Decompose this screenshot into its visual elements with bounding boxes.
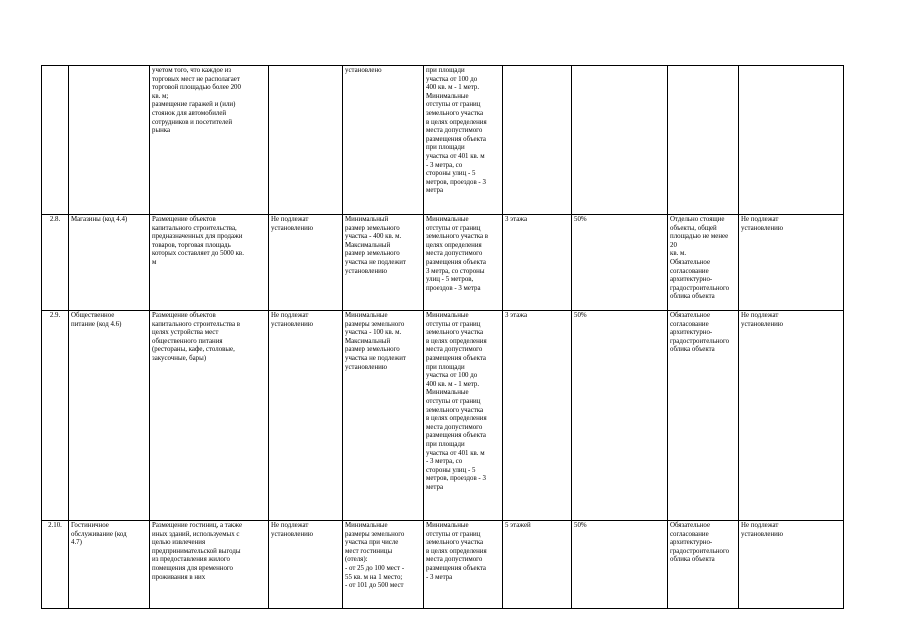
row-number-cell <box>42 66 69 215</box>
use-description-cell: Размещение гостиниц, а также иных зданий, используемых с целью извлечения предпринимательской выгоды из предоставления жилого помещения для временного проживания в них <box>150 521 269 609</box>
coverage-cell: 50% <box>572 215 668 311</box>
use-type-cell: Гостиничное обслуживание (код 4.7) <box>69 521 150 609</box>
restrictions-cell: Не подлежат установлению <box>739 521 844 609</box>
table-row <box>42 521 844 609</box>
land-use-regulations-table <box>41 65 844 609</box>
floors-cell <box>503 66 572 215</box>
parameter-cell: Не подлежат установлению <box>269 311 343 521</box>
row-number-cell: 2.10. <box>42 521 69 609</box>
restrictions-cell: Не подлежат установлению <box>739 311 844 521</box>
restrictions-cell: Не подлежат установлению <box>739 215 844 311</box>
plot-size-cell: Минимальные размеры земельного участка при числе мест гостиницы (отеля): - от 25 до 100 мест - 55 кв. м на 1 место; - от 101 до 500 мест <box>343 521 424 609</box>
plot-size-cell: установлено <box>343 66 424 215</box>
notes-cell: Обязательное согласование архитектурно- градостроительного облика объекта <box>668 311 739 521</box>
setbacks-cell: Минимальные отступы от границ земельного участка в целях определения места допустимого размещения объекта 3 метра, со стороны улиц - 5 метров, проездов - 3 метра <box>424 215 503 311</box>
floors-cell: 3 этажа <box>503 215 572 311</box>
notes-cell: Обязательное согласование архитектурно- градостроительного облика объекта <box>668 521 739 609</box>
restrictions-cell <box>739 66 844 215</box>
use-type-cell: Общественное питание (код 4.6) <box>69 311 150 521</box>
parameter-cell: Не подлежат установлению <box>269 215 343 311</box>
floors-cell: 5 этажей <box>503 521 572 609</box>
use-type-cell: Магазины (код 4.4) <box>69 215 150 311</box>
table-row <box>42 215 844 311</box>
table-row <box>42 311 844 521</box>
notes-cell <box>668 66 739 215</box>
coverage-cell: 50% <box>572 521 668 609</box>
parameter-cell: Не подлежат установлению <box>269 521 343 609</box>
setbacks-cell: при площади участка от 100 до 400 кв. м - 1 метр. Минимальные отступы от границ земельного участка в целях определения места допустимого размещения объекта при площади участка от 401 кв. м - 3 метра, со стороны улиц - 5 метров, проездов - 3 метра <box>424 66 503 215</box>
table-row <box>42 66 844 215</box>
use-description-cell: Размещение объектов капитального строительства, предназначенных для продажи товаров, торговая площадь которых составляет до 5000 кв. м <box>150 215 269 311</box>
coverage-cell <box>572 66 668 215</box>
use-description-cell: учетом того, что каждое из торговых мест не располагает торговой площадью более 200 кв. м; размещение гаражей и (или) стоянок для автомобилей сотрудников и посетителей рынка <box>150 66 269 215</box>
row-number-cell: 2.8. <box>42 215 69 311</box>
setbacks-cell: Минимальные отступы от границ земельного участка в целях определения места допустимого размещения объекта - 3 метра <box>424 521 503 609</box>
parameter-cell <box>269 66 343 215</box>
plot-size-cell: Минимальные размеры земельного участка - 100 кв. м. Максимальный размер земельного участка не подлежит установлению <box>343 311 424 521</box>
notes-cell: Отдельно стоящие объекты, общей площадью не менее 20 кв. м. Обязательное согласование архитектурно- градостроительного облика объекта <box>668 215 739 311</box>
coverage-cell: 50% <box>572 311 668 521</box>
use-description-cell: Размещение объектов капитального строительства в целях устройства мест общественного питания (рестораны, кафе, столовые, закусочные, бары) <box>150 311 269 521</box>
use-type-cell <box>69 66 150 215</box>
floors-cell: 3 этажа <box>503 311 572 521</box>
setbacks-cell: Минимальные отступы от границ земельного участка в целях определения места допустимого размещения объекта при площади участка от 100 до 400 кв. м - 1 метр. Минимальные отступы от границ земельного участка в целях определения места допустимого размещения объекта при площади участка от 401 кв. м - 3 метра, со стороны улиц - 5 метров, проездов - 3 метра <box>424 311 503 521</box>
row-number-cell: 2.9. <box>42 311 69 521</box>
plot-size-cell: Минимальный размер земельного участка - 400 кв. м. Максимальный размер земельного участка не подлежит установлению <box>343 215 424 311</box>
